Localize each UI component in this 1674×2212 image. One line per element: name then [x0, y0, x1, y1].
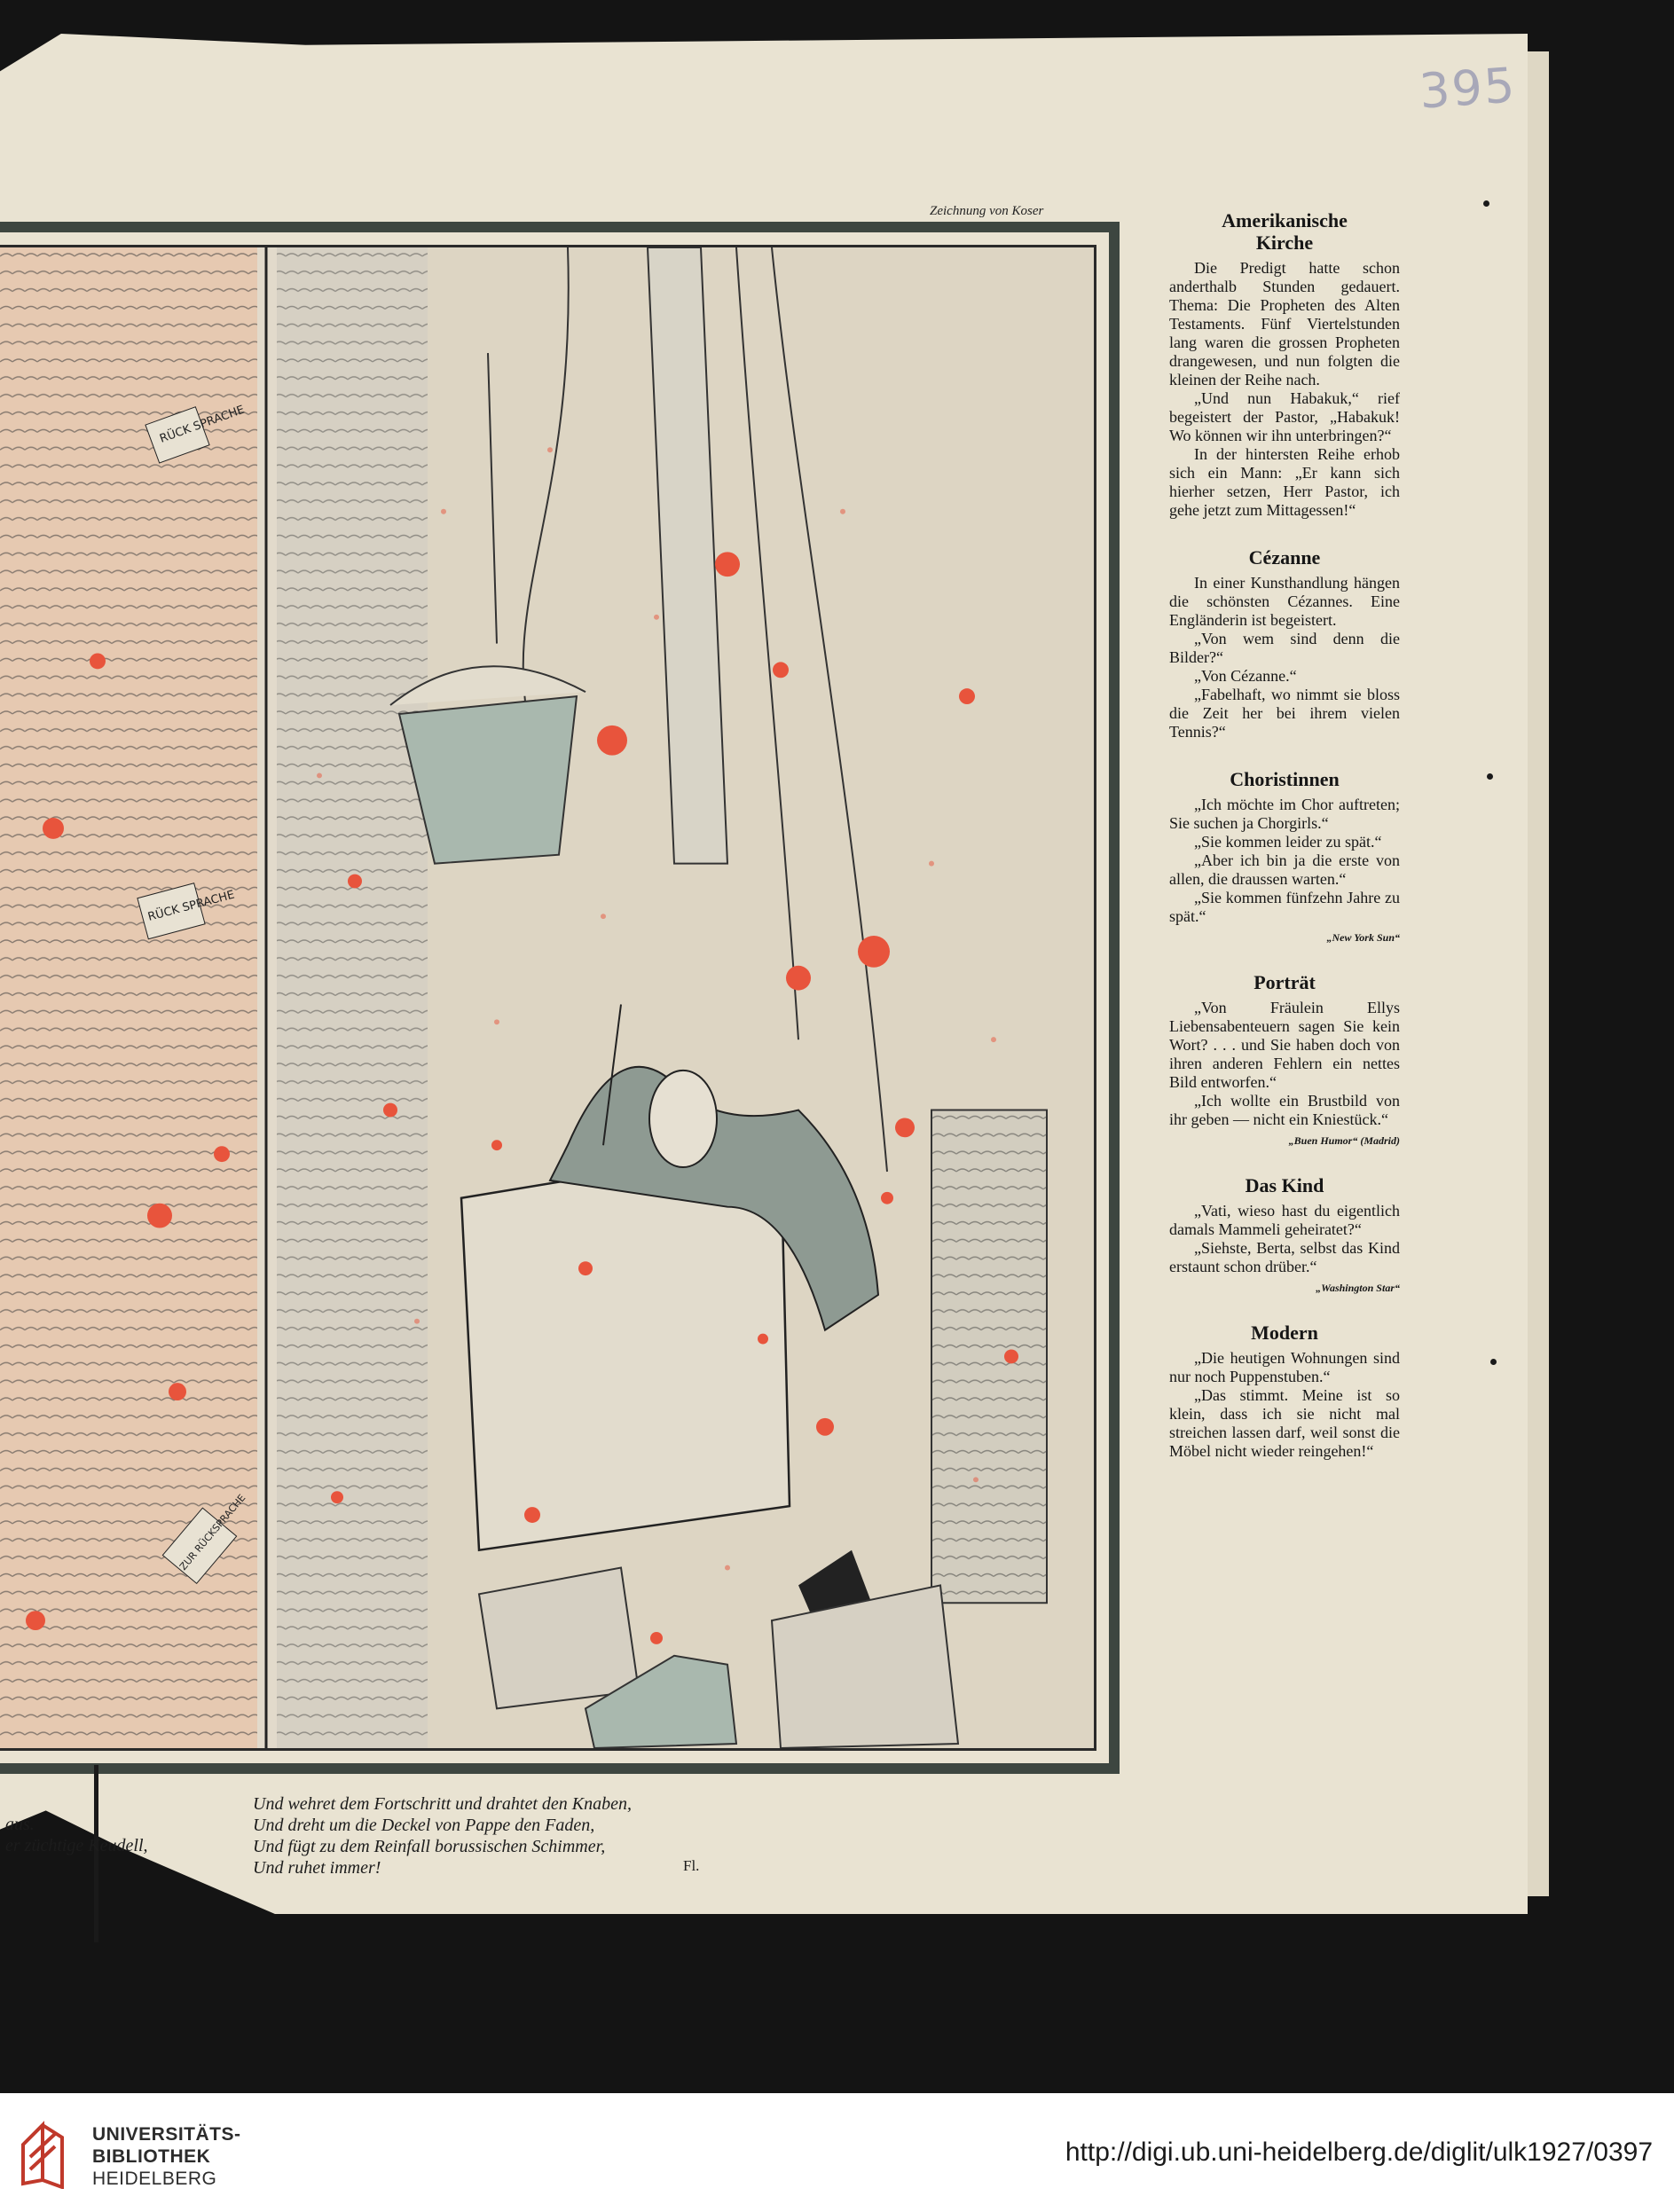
article-modern	[1169, 1322, 1400, 1461]
ink-speck	[1487, 773, 1493, 780]
poem-fragment-line: er züchtige Keudell,	[5, 1836, 148, 1855]
library-name	[92, 2123, 241, 2190]
poem-fragment-line: aus.	[5, 1815, 35, 1834]
library-name-line: BIBLIOTHEK	[92, 2146, 211, 2167]
article-portraet	[1169, 971, 1400, 1148]
article-paragraph: „Ich möchte im Chor auftreten; Sie suchen ja Chorgirls.“	[1169, 796, 1400, 832]
article-source: „New York Sun“	[1326, 931, 1400, 944]
library-name-line: HEIDELBERG	[92, 2169, 217, 2189]
article-title: Modern	[1251, 1322, 1318, 1344]
article-paragraph: „Aber ich bin ja die erste von allen, die draussen warten.“	[1169, 851, 1400, 888]
article-paragraph: „Siehste, Berta, selbst das Kind erstaunt schon drüber.“	[1169, 1239, 1400, 1275]
cartoon-illustration	[0, 247, 1094, 1748]
poem-fragment-left	[0, 1814, 248, 1856]
article-title: Choristinnen	[1230, 768, 1340, 790]
library-name-line: UNIVERSITÄTS-	[92, 2124, 241, 2145]
poem-line: Und wehret dem Fortschritt und drahtet den Knaben,	[253, 1794, 632, 1814]
library-logo-icon	[16, 2118, 83, 2189]
article-paragraph: „Von wem sind denn die Bilder?“	[1169, 630, 1400, 666]
poem-line: Und ruhet immer!	[253, 1858, 381, 1878]
text-column	[1169, 209, 1400, 1487]
article-paragraph: „Fabelhaft, wo nimmt sie bloss die Zeit her bei ihrem vielen Tennis?“	[1169, 686, 1400, 741]
tag-label: RÜCK SPRACHE	[146, 888, 237, 924]
poem-stanza	[253, 1793, 714, 1879]
article-choristinnen	[1169, 768, 1400, 945]
poem-line: Und dreht um die Deckel von Pappe den Faden,	[253, 1816, 595, 1835]
footer-bar	[0, 2093, 1674, 2212]
ink-speck	[1490, 1359, 1497, 1365]
article-paragraph: „Ich wollte ein Brustbild von ihr geben — nicht ein Kniestück.“	[1169, 1092, 1400, 1128]
ink-speck	[1483, 200, 1489, 207]
article-paragraph: „Sie kommen leider zu spät.“	[1194, 833, 1382, 851]
poem-line: Und fügt zu dem Reinfall borussischen Schimmer,	[253, 1837, 606, 1856]
tag-label: ZUR RÜCKSPRACHE	[177, 1492, 248, 1573]
illustration-credit: Zeichnung von Koser	[930, 204, 1044, 218]
cartoon-frame	[0, 222, 1120, 1774]
article-paragraph: „Sie kommen fünfzehn Jahre zu spät.“	[1169, 889, 1400, 925]
article-paragraph: „Und nun Habakuk,“ rief begeistert der Pastor, „Habakuk! Wo können wir ihn unterbringen?“	[1169, 389, 1400, 444]
poem-signature: Fl.	[683, 1857, 700, 1874]
article-paragraph: „Von Fräulein Ellys Liebensabenteuern sagen Sie kein Wort? . . . und Sie haben doch von ihren anderen Fehlern ein nettes Bild entworfen.“	[1169, 999, 1400, 1091]
article-title: Porträt	[1254, 971, 1316, 993]
article-source: „Buen Humor“ (Madrid)	[1288, 1134, 1400, 1147]
article-title: Cézanne	[1248, 546, 1321, 569]
article-title: Das Kind	[1245, 1174, 1324, 1196]
handwritten-page-number: 395	[1417, 57, 1519, 120]
article-amerikanische-kirche	[1169, 209, 1400, 520]
article-source: „Washington Star“	[1316, 1282, 1400, 1294]
article-cezanne	[1169, 546, 1400, 741]
permalink-url[interactable]: http://digi.ub.uni-heidelberg.de/diglit/ulk1927/0397	[1065, 2137, 1653, 2167]
article-paragraph: In der hintersten Reihe erhob sich ein Mann: „Er kann sich hierher setzen, Herr Pastor, ich gehe jetzt zum Mittagessen!“	[1169, 445, 1400, 519]
article-paragraph: „Das stimmt. Meine ist so klein, dass ich sie nicht mal streichen lassen darf, weil sonst die Möbel nicht wieder reingehen!“	[1169, 1386, 1400, 1460]
article-paragraph: Die Predigt hatte schon anderthalb Stunden gedauert. Thema: Die Propheten des Alten Testaments. Fünf Viertelstunden lang waren die grossen Propheten drangewesen, und nun folgten die kleinen der Reihe nach.	[1169, 259, 1400, 388]
article-paragraph: „Von Cézanne.“	[1194, 667, 1297, 685]
article-paragraph: In einer Kunsthandlung hängen die schönsten Cézannes. Eine Engländerin ist begeistert.	[1169, 574, 1400, 629]
article-paragraph: „Vati, wieso hast du eigentlich damals Mammeli geheiratet?“	[1169, 1202, 1400, 1238]
page-edge	[1528, 51, 1549, 1896]
tag-label: RÜCK SPRACHE	[158, 403, 247, 446]
cartoon-panel	[0, 245, 1096, 1751]
article-paragraph: „Die heutigen Wohnungen sind nur noch Puppenstuben.“	[1169, 1349, 1400, 1385]
article-das-kind	[1169, 1174, 1400, 1295]
article-title: Amerikanische Kirche	[1222, 209, 1348, 254]
